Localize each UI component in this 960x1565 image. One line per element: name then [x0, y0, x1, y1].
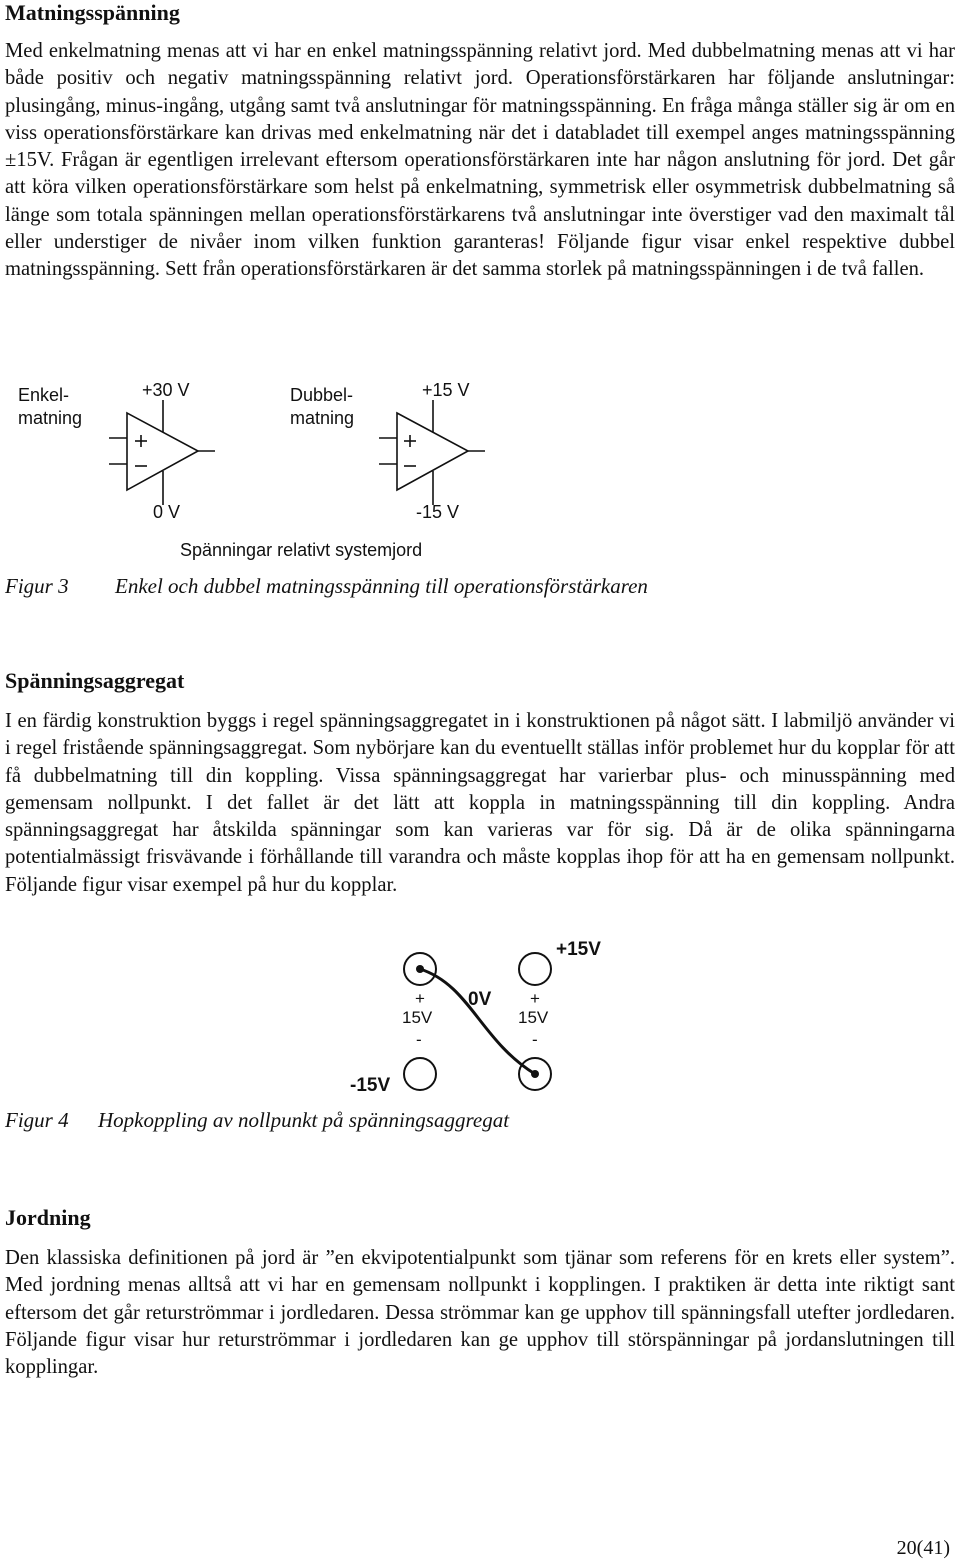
label-minus15v: -15V [350, 1075, 391, 1096]
left-supply-plus: + [415, 989, 425, 1008]
paragraph-matningsspanning: Med enkelmatning menas att vi har en enkel matningsspänning relativt jord. Med dubbelmatning menas att vi har både positiv och negativ matningsspänning relativt jord. Operationsförstärkaren har följande anslutningar: plusingång, minus-ingång, utgång samt två anslutningar för matningsspänning. En fråga många ställer sig är om en viss operationsförstärkare kan drivas med enkelmatning när det i databladet till exempel anges matningsspänning ±15V. Frågan är egentligen irrelevant eftersom operationsförstärkaren inte har någon anslutning för jord. Det går att köra vilken operationsförstärkare som helst på enkelmatning, symmetrisk eller osymmetrisk dubbelmatning så länge som totala spänningen mellan operationsförstärkarens två anslutningar inte överstiger vad den maximalt tål eller understiger de nivåer inom vilken funktion garanteras! Följande figur visar enkel respektive dubbel matningsspänning. Sett från operationsförstärkaren är det samma storlek på matningsspänningen i de två fallen. [5, 40, 955, 281]
heading-matningsspanning: Matningsspänning [5, 0, 180, 25]
figure-4-supply-connection [0, 930, 960, 1100]
paragraph-spanningsaggregat: I en färdig konstruktion byggs i regel spänningsaggregatet in i konstruktionen på något sätt. I labmiljö använder vi i regel fristående spänningsaggregat. Som nybörjare kan du eventuellt ställas inför problemet hur du kopplar för att få dubbelmatning till din koppling. Vissa spänningsaggregat har varierbar plus- och minusspänning med gemensam nollpunkt. I det fallet är det lätt att koppla in matningsspänning till din koppling. Andra spänningsaggregat har åtskilda spänningar som kan varieras var för sig. Då är de olika spänningarna potentialmässigt frisvävande i förhållande till varandra och måste kopplas ihop för att ha en gemensam nollpunkt. Följande figur visar exempel på hur du kopplar. [5, 710, 955, 896]
single-bottom-voltage: 0 V [153, 502, 181, 522]
voltage-reference-note: Spänningar relativt systemjord [180, 540, 423, 560]
label-0v: 0V [468, 989, 492, 1010]
page-number: 20(41) [896, 1537, 950, 1559]
opamp-dual [379, 400, 485, 505]
paragraph-jordning: Den klassiska definitionen på jord är ”en ekvipotentialpunkt som tjänar som referens för en krets eller system”. Med jordning menas alltså att vi har en gemensam nollpunkt i kopplingen. I praktiken är detta inte riktigt sant eftersom det går returströmmar i jordledaren. Dessa strömmar kan ge upphov till spänningsfall utefter jordledaren. Följande figur visar hur returströmmar i jordledaren kan ge upphov till störspänningar på jordanslutningen till kopplingar. [5, 1247, 955, 1379]
single-top-voltage: +30 V [142, 380, 190, 400]
figure-3-caption: Enkel och dubbel matningsspänning till operationsförstärkaren [115, 574, 648, 598]
terminal-dot-left-plus [416, 965, 424, 973]
right-supply-plus: + [530, 989, 540, 1008]
dual-top-voltage: +15 V [422, 380, 470, 400]
terminal-dot-right-minus [531, 1070, 539, 1078]
right-supply-value: 15V [518, 1008, 549, 1027]
left-supply-value: 15V [402, 1008, 433, 1027]
single-label-line1: Enkel- [18, 385, 70, 405]
opamp-single [109, 400, 215, 505]
terminal-left-minus [404, 1058, 436, 1090]
single-label-line2: matning [18, 408, 83, 428]
dual-label-line1: Dubbel- [290, 385, 354, 405]
right-supply-minus: - [532, 1030, 538, 1049]
dual-bottom-voltage: -15 V [416, 502, 460, 522]
figure-3-number: Figur 3 [5, 574, 69, 598]
dual-label-line2: matning [290, 408, 355, 428]
figure-4-number: Figur 4 [5, 1108, 69, 1132]
heading-spanningsaggregat: Spänningsaggregat [5, 668, 185, 693]
terminal-right-plus [519, 953, 551, 985]
left-supply-minus: - [416, 1030, 422, 1049]
figure-4-caption: Hopkoppling av nollpunkt på spänningsaggregat [98, 1108, 510, 1132]
heading-jordning: Jordning [5, 1205, 91, 1230]
label-plus15v: +15V [556, 939, 601, 960]
